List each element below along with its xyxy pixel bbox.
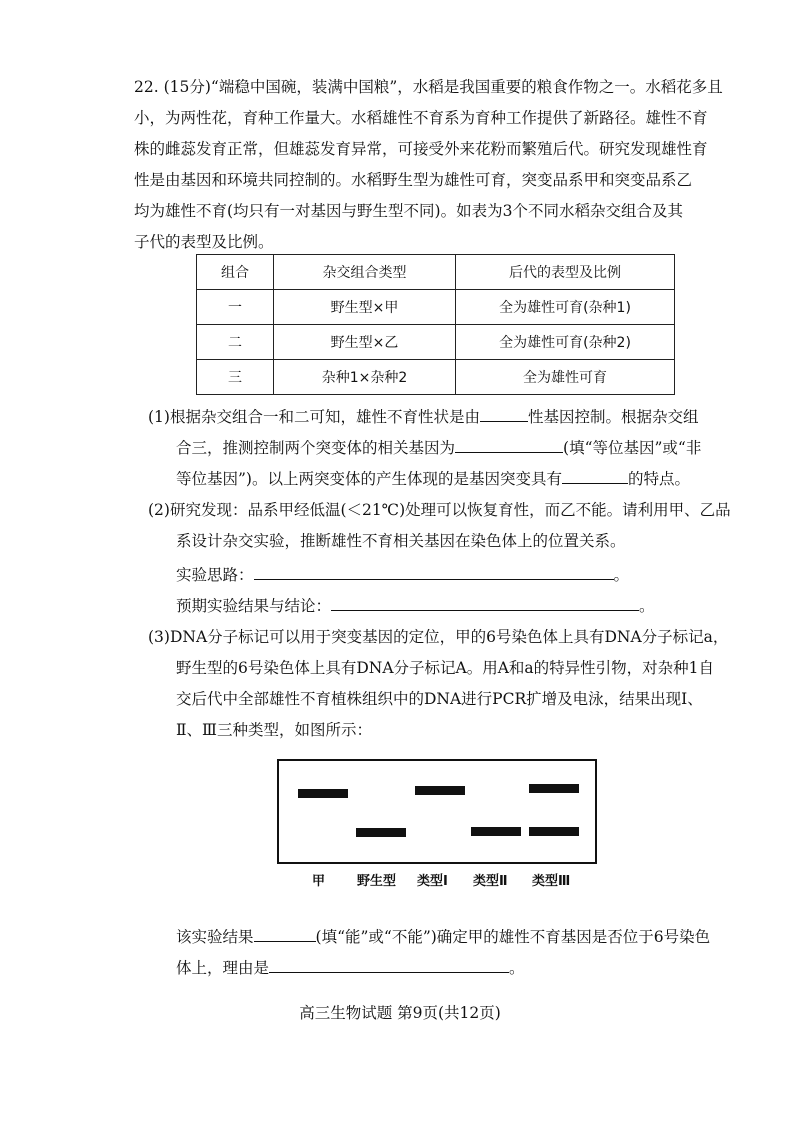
answer-blank[interactable] [480, 403, 528, 422]
table-cell: 二 [197, 325, 274, 360]
part1-line [176, 433, 701, 464]
table-header: 后代的表型及比例 [456, 255, 675, 290]
table-row [197, 360, 675, 395]
part2-text: 实验思路： [176, 566, 254, 584]
table-cell: 杂种1×杂种2 [274, 360, 456, 395]
answer-blank[interactable] [562, 465, 628, 484]
band-type3-A [529, 827, 579, 836]
table-cell: 野生型×乙 [274, 325, 456, 360]
part3-line: (3)DNA分子标记可以用于突变基因的定位，甲的6号染色体上具有DNA分子标记a， [148, 628, 729, 646]
question-text-line: 小，为两性花，育种工作量大。水稻雄性不育系为育种工作提供了新路径。雄性不育 [134, 109, 708, 127]
band-wildtype-A [356, 828, 406, 837]
table-cell: 一 [197, 290, 274, 325]
part2-line: (2)研究发现：品系甲经低温(＜21℃)处理可以恢复育性，而乙不能。请利用甲、乙品 [148, 501, 731, 519]
part2-text: 。 [639, 597, 655, 615]
band-jia-a [298, 789, 348, 798]
part2-line [176, 560, 629, 591]
part3-line: 野生型的6号染色体上具有DNA分子标记A。用A和a的特异性引物，对杂种1自 [176, 659, 715, 677]
table-header: 组合 [197, 255, 274, 290]
answer-blank[interactable] [254, 561, 614, 580]
question-text-line: 性是由基因和环境共同控制的。水稻野生型为雄性可育，突变品系甲和突变品系乙 [134, 171, 693, 189]
table-header: 杂交组合类型 [274, 255, 456, 290]
part1-line [176, 464, 690, 495]
part3-text: (填“能”或“不能”)确定甲的雄性不育基因是否位于6号染色 [315, 928, 711, 946]
table-cell: 三 [197, 360, 274, 395]
table-cell: 野生型×甲 [274, 290, 456, 325]
band-type3-a [529, 784, 579, 793]
part3-line [176, 922, 710, 953]
cross-table [196, 254, 675, 395]
question-text-line: 子代的表型及比例。 [134, 233, 274, 251]
answer-blank[interactable] [331, 592, 639, 611]
part3-text: 。 [509, 959, 525, 977]
lane-label: 类型Ⅲ [532, 874, 571, 889]
table-cell: 全为雄性可育(杂种1) [456, 290, 675, 325]
answer-blank[interactable] [254, 923, 316, 942]
lane-label: 类型Ⅱ [473, 874, 508, 889]
table-header-row [197, 255, 675, 290]
part1-text: (1)根据杂交组合一和二可知，雄性不育性状是由 [148, 408, 480, 426]
part3-text: 体上，理由是 [176, 959, 270, 977]
question-title-line: 22. (15分)“端稳中国碗，装满中国粮”，水稻是我国重要的粮食作物之一。水稻花多且 [134, 78, 723, 96]
part2-text: 预期实验结果与结论： [176, 597, 332, 615]
table-row [197, 290, 675, 325]
table-cell: 全为雄性可育(杂种2) [456, 325, 675, 360]
part3-text: 该实验结果 [176, 928, 254, 946]
part2-text: 。 [613, 566, 630, 584]
band-type1-a [415, 786, 465, 795]
part3-line: Ⅱ、Ⅲ三种类型，如图所示： [176, 721, 372, 739]
band-type2-A [471, 827, 521, 836]
part3-line [176, 953, 525, 984]
part1-text: 等位基因”)。以上两突变体的产生体现的是基因突变具有 [176, 470, 562, 488]
page-footer: 高三生物试题 第9页(共12页) [299, 1004, 501, 1022]
table-row [197, 325, 675, 360]
answer-blank[interactable] [269, 954, 509, 973]
question-text-line: 均为雄性不育(均只有一对基因与野生型不同)。如表为3个不同水稻杂交组合及其 [134, 202, 683, 220]
part2-line: 系设计杂交实验，推断雄性不育相关基因在染色体上的位置关系。 [176, 532, 626, 550]
part1-line [148, 402, 698, 433]
lane-label: 类型Ⅰ [417, 874, 448, 889]
answer-blank[interactable] [455, 434, 563, 453]
part3-line: 交后代中全部雄性不育植株组织中的DNA进行PCR扩增及电泳，结果出现Ⅰ、 [176, 690, 703, 708]
question-text-line: 株的雌蕊发育正常，但雄蕊发育异常，可接受外来花粉而繁殖后代。研究发现雄性育 [134, 140, 708, 158]
part1-text: 合三，推测控制两个突变体的相关基因为 [176, 439, 456, 457]
gel-electrophoresis-figure [277, 759, 597, 864]
table-cell: 全为雄性可育 [456, 360, 675, 395]
part1-text: (填“等位基因”或“非 [563, 439, 702, 457]
part2-line [176, 591, 655, 622]
lane-label: 甲 [312, 874, 326, 889]
lane-label: 野生型 [357, 874, 397, 889]
part1-text: 的特点。 [627, 470, 690, 488]
part1-text: 性基因控制。根据杂交组 [527, 408, 699, 426]
